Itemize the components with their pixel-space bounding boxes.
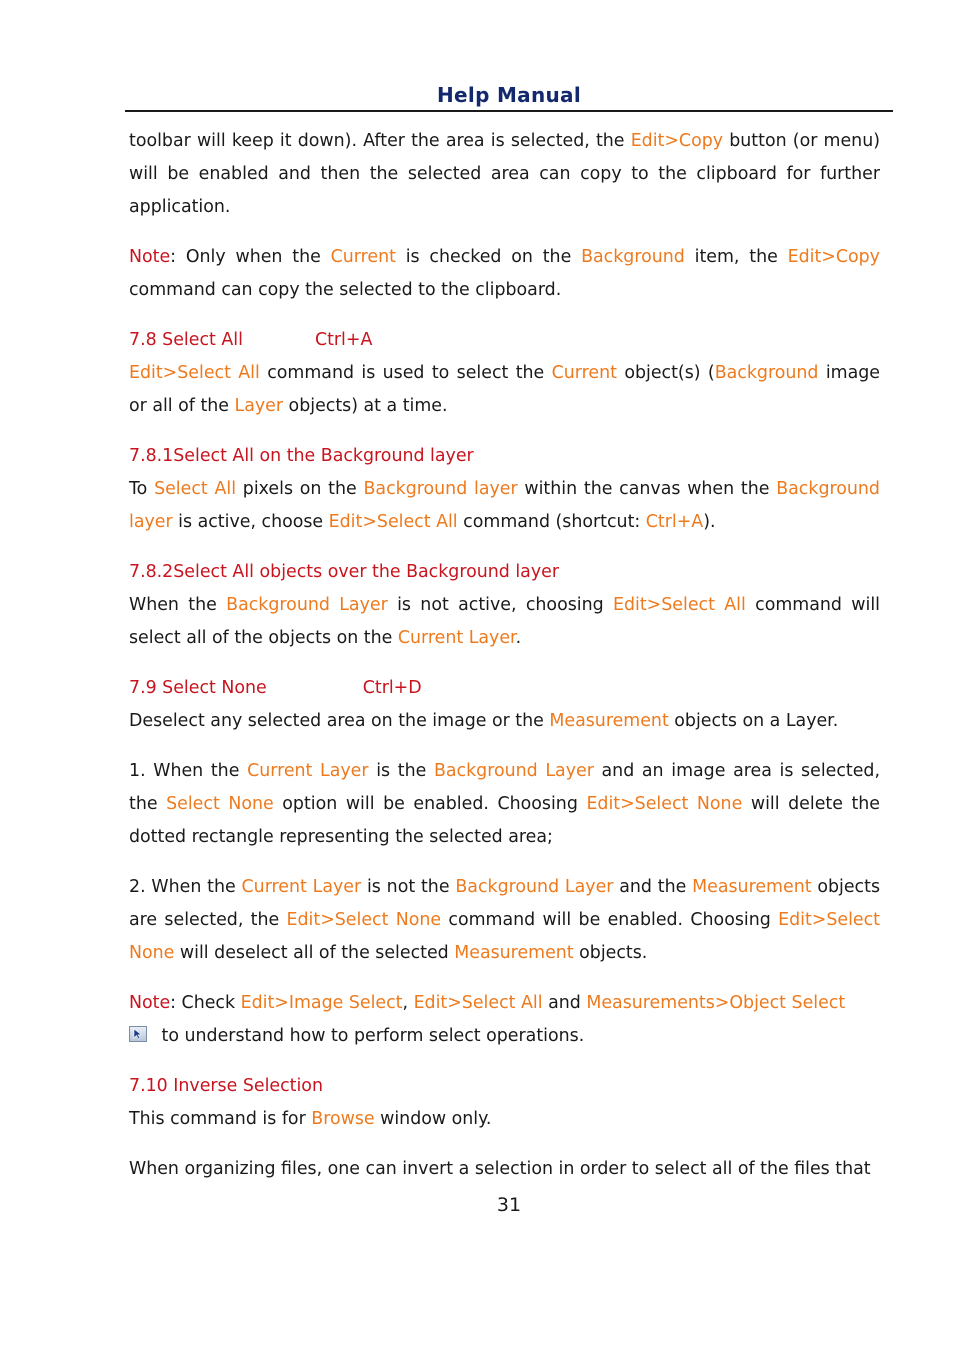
text: command will be enabled. Choosing [441, 910, 779, 930]
term: Edit>Select None [129, 910, 880, 963]
text: When the [129, 595, 227, 615]
paragraph-copy-continued [129, 125, 880, 224]
text: is checked on the [395, 247, 582, 267]
term: Background Layer [433, 761, 594, 781]
term: Background Layer [455, 877, 614, 897]
term: Layer [234, 396, 284, 416]
paragraph-select-none-2 [129, 871, 880, 970]
term: Background layer [363, 479, 518, 499]
term: Measurement [692, 877, 812, 897]
text: within the canvas when the [517, 479, 777, 499]
heading-shortcut: Ctrl+D [362, 678, 422, 698]
text: pixels on the [236, 479, 364, 499]
object-select-icon [129, 1026, 147, 1042]
text: window only. [374, 1109, 492, 1129]
text: command can copy the selected to the clipboard. [129, 280, 562, 300]
text: : Check [170, 993, 241, 1013]
heading-7-8-1: 7.8.1Select All on the Background layer [129, 446, 474, 466]
term: Select None [166, 794, 274, 814]
page-header [125, 82, 893, 112]
text: command is used to select the [259, 363, 552, 383]
term: Background [714, 363, 819, 383]
term: Ctrl+A [645, 512, 704, 532]
text: objects on a Layer. [668, 711, 839, 731]
term: Browse [311, 1109, 375, 1129]
text: . [515, 628, 522, 648]
paragraph-select-all [129, 357, 880, 423]
term: Edit>Select None [286, 910, 442, 930]
text: object(s) ( [616, 363, 715, 383]
term: Current Layer [397, 628, 516, 648]
term: Edit>Select All [413, 993, 543, 1013]
text: and an image area is selected, the [129, 761, 880, 814]
term-edit-copy: Edit>Copy [787, 247, 880, 267]
paragraph-select-all-background [129, 473, 880, 539]
text: objects. [573, 943, 648, 963]
paragraph-inverse-selection [129, 1103, 880, 1136]
text: and the [613, 877, 693, 897]
text: objects are selected, the [129, 877, 881, 930]
heading-title: 7.9 Select None [129, 678, 267, 698]
text: to understand how to perform select operations. [156, 1026, 585, 1046]
text: objects) at a time. [283, 396, 448, 416]
heading-7-10: 7.10 Inverse Selection [129, 1076, 323, 1096]
note-label: Note [129, 993, 171, 1013]
paragraph-organizing-files: When organizing files, one can invert a selection in order to select all of the files that [129, 1159, 871, 1179]
term-current: Current [330, 247, 396, 267]
term: Measurement [549, 711, 669, 731]
text: option will be enabled. Choosing [273, 794, 587, 814]
text: toolbar will keep it down). After the area is selected, the [129, 131, 631, 151]
term: Select All [154, 479, 237, 499]
heading-7-8 [129, 324, 880, 357]
paragraph-select-none [129, 705, 880, 738]
text: button (or menu) will be enabled and then the selected area can copy to the clipboard for further application. [129, 131, 880, 217]
term: Current [551, 363, 617, 383]
text: item, the [684, 247, 788, 267]
paragraph-select-none-1 [129, 755, 880, 854]
edit-copy-link: Edit>Copy [630, 131, 724, 151]
text: is not the [361, 877, 456, 897]
page-number: 31 [496, 1194, 522, 1216]
term: Current Layer [241, 877, 362, 897]
text: : Only when the [170, 247, 331, 267]
term: Edit>Select All [613, 595, 746, 615]
term-background: Background [581, 247, 685, 267]
text: command will select all of the objects on the [129, 595, 880, 648]
text: 1. When the [129, 761, 248, 781]
paragraph-select-all-objects [129, 589, 880, 655]
text: 2. When the [129, 877, 242, 897]
term: Edit>Select All [328, 512, 458, 532]
text: will delete the dotted rectangle representing the selected area; [129, 794, 881, 847]
text: This command is for [129, 1109, 312, 1129]
heading-7-9 [129, 672, 880, 705]
text: and [542, 993, 587, 1013]
text: image or all of the [129, 363, 880, 416]
term: Background layer [129, 479, 880, 532]
text: To [129, 479, 155, 499]
term: Current Layer [247, 761, 369, 781]
text: is active, choose [172, 512, 329, 532]
document-body [129, 125, 880, 1203]
term: Edit>Select None [586, 794, 743, 814]
text: command (shortcut: [457, 512, 646, 532]
term: Measurements>Object Select [586, 993, 846, 1013]
note-copy [129, 241, 880, 307]
heading-7-8-2: 7.8.2Select All objects over the Background layer [129, 562, 559, 582]
text: ). [703, 512, 716, 532]
text: is not active, choosing [387, 595, 613, 615]
heading-title: 7.8 Select All [129, 330, 243, 350]
note-label: Note [129, 247, 171, 267]
term: Edit>Image Select [240, 993, 403, 1013]
header-title: Help Manual [437, 83, 581, 107]
term: Background Layer [226, 595, 388, 615]
text: is the [368, 761, 434, 781]
text: , [402, 993, 414, 1013]
text: will deselect all of the selected [174, 943, 455, 963]
note-select-operations [129, 987, 880, 1053]
term: Edit>Select All [129, 363, 260, 383]
term: Measurement [454, 943, 574, 963]
text: Deselect any selected area on the image or the [129, 711, 550, 731]
heading-shortcut: Ctrl+A [314, 330, 373, 350]
